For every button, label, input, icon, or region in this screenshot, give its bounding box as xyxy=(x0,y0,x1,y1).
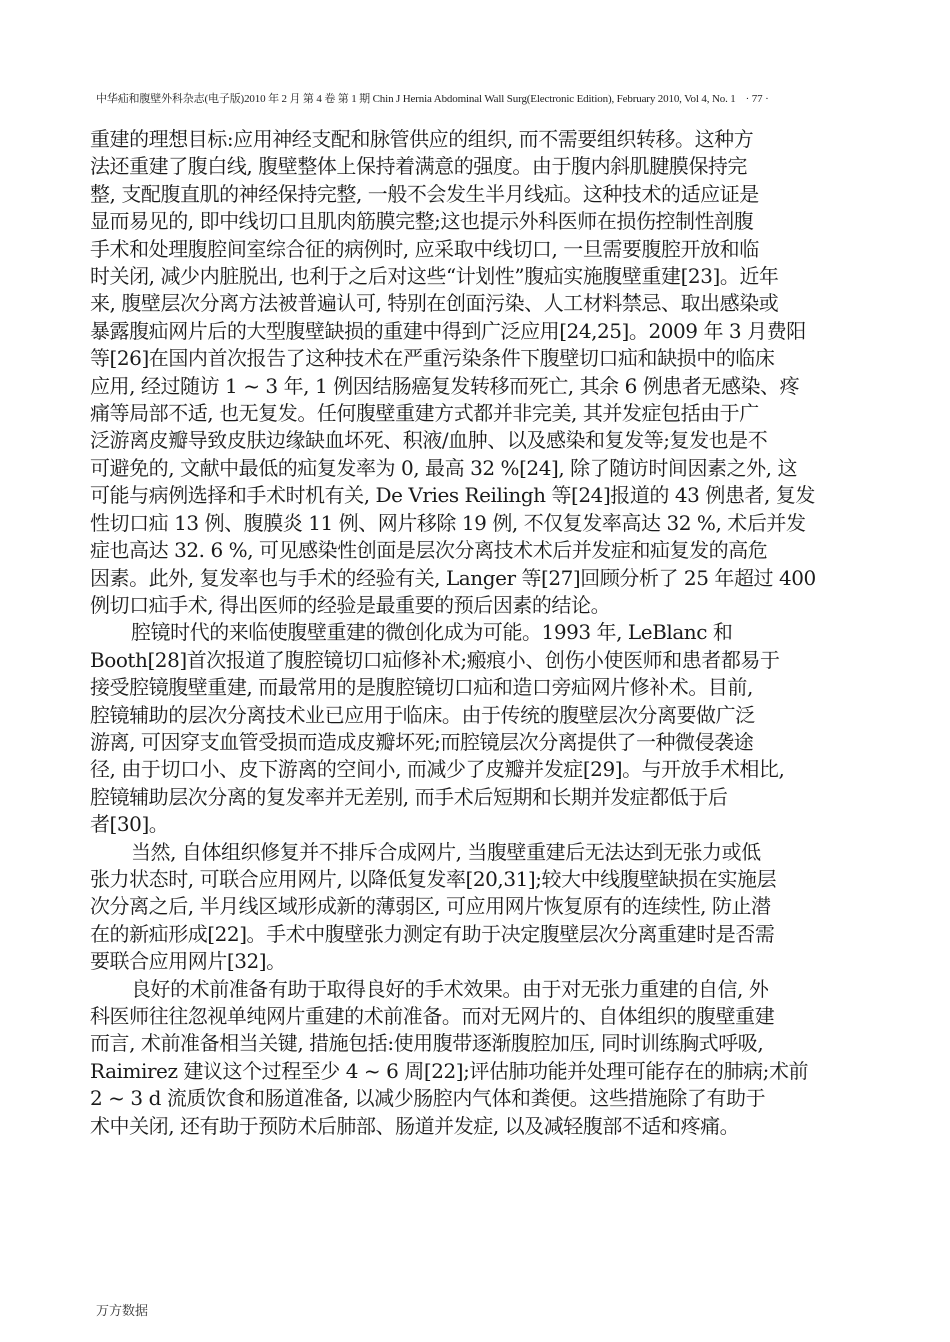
paragraph-2 xyxy=(90,619,858,838)
text-line: 可避免的, 文献中最低的疝复发率为 0, 最高 32 %[24], 除了随访时间因素之外, 这 xyxy=(90,455,798,480)
text-line: 手术和处理腹腔间室综合征的病例时, 应采取中线切口, 一旦需要腹腔开放和临 xyxy=(90,236,759,261)
text-line: 痛等局部不适, 也无复发。任何腹壁重建方式都并非完美, 其并发症包括由于广 xyxy=(90,401,759,426)
text-line: 症也高达 32. 6 %, 可见感染性创面是层次分离技术术后并发症和疝复发的高危 xyxy=(90,538,768,563)
text-line: 显而易见的, 即中线切口且肌肉筋膜完整;这也提示外科医师在损伤控制性剖腹 xyxy=(90,209,754,234)
text-line: 良好的术前准备有助于取得良好的手术效果。由于对无张力重建的自信, 外 xyxy=(131,976,769,1001)
page-number: · 77 · xyxy=(745,93,769,105)
paragraph-1 xyxy=(90,126,858,619)
text-line: 术中关闭, 还有助于预防术后肺部、肠道并发症, 以及减轻腹部不适和疼痛。 xyxy=(90,1113,740,1138)
text-line: 等[26]在国内首次报告了这种技术在严重污染条件下腹壁切口疝和缺损中的临床 xyxy=(90,346,775,371)
journal-citation: 中华疝和腹壁外科杂志(电子版)2010 年 2 月 第 4 卷 第 1 期 Chin J Hernia Abdominal Wall Surg(Electronic Edition), February 2010, Vol 4, No. 1 xyxy=(96,93,736,105)
text-line: 径, 由于切口小、皮下游离的空间小, 而减少了皮瓣并发症[29]。与开放手术相比, xyxy=(90,757,785,782)
text-line: 应用, 经过随访 1 ~ 3 年, 1 例因结肠癌复发转移而死亡, 其余 6 例患者无感染、疼 xyxy=(90,373,800,398)
text-line: 整, 支配腹直肌的神经保持完整, 一般不会发生半月线疝。这种技术的适应证是 xyxy=(90,181,759,206)
paragraph-4 xyxy=(90,976,858,1140)
text-line: 可能与病例选择和手术时机有关, De Vries Reilingh 等[24]报道的 43 例患者, 复发 xyxy=(90,483,815,508)
text-line: 来, 腹壁层次分离方法被普遍认可, 特别在创面污染、人工材料禁忌、取出感染或 xyxy=(90,291,779,316)
text-line: 游离, 可因穿支血管受损而造成皮瓣坏死;而腔镜层次分离提供了一种微侵袭途 xyxy=(90,729,754,754)
text-line: 次分离之后, 半月线区域形成新的薄弱区, 可应用网片恢复原有的连续性, 防止潜 xyxy=(90,894,771,919)
text-line: 而言, 术前准备相当关键, 措施包括:使用腹带逐渐腹腔加压, 同时训练胸式呼吸, xyxy=(90,1031,764,1056)
text-line: 2 ~ 3 d 流质饮食和肠道准备, 以减少肠腔内气体和粪便。这些措施除了有助于 xyxy=(90,1086,766,1111)
text-line: 科医师往往忽视单纯网片重建的术前准备。而对无网片的、自体组织的腹壁重建 xyxy=(90,1004,775,1028)
text-line: 接受腔镜腹壁重建, 而最常用的是腹腔镜切口疝和造口旁疝网片修补术。目前, xyxy=(90,675,753,700)
text-line: 腔镜辅助层次分离的复发率并无差别, 而手术后短期和长期并发症都低于后 xyxy=(90,784,728,809)
text-line: Booth[28]首次报道了腹腔镜切口疝修补术;瘢痕小、创伤小使医师和患者都易于 xyxy=(90,647,780,672)
text-line: 者[30]。 xyxy=(90,812,169,837)
text-line: 因素。此外, 复发率也与手术的经验有关, Langer 等[27]回顾分析了 25 年超过 400 xyxy=(90,565,816,590)
text-line: 性切口疝 13 例、腹膜炎 11 例、网片移除 19 例, 不仅复发率高达 32 %, 术后并发 xyxy=(90,510,806,535)
text-line: 在的新疝形成[22]。手术中腹壁张力测定有助于决定腹壁层次分离重建时是否需 xyxy=(90,921,775,946)
paragraph-3 xyxy=(90,839,858,976)
running-header xyxy=(96,90,856,106)
text-line: 时关闭, 减少内脏脱出, 也利于之后对这些“计划性”腹疝实施腹壁重建[23]。近年 xyxy=(90,264,779,289)
text-line: 例切口疝手术, 得出医师的经验是最重要的预后因素的结论。 xyxy=(90,592,611,617)
article-body xyxy=(90,126,858,1140)
watermark: 万方数据 xyxy=(96,1304,149,1319)
text-line: 重建的理想目标:应用神经支配和脉管供应的组织, 而不需要组织转移。这种方 xyxy=(90,127,754,151)
text-line: 腔镜辅助的层次分离技术业已应用于临床。由于传统的腹壁层次分离要做广泛 xyxy=(90,702,755,727)
text-line: 暴露腹疝网片后的大型腹壁缺损的重建中得到广泛应用[24,25]。2009 年 3 月费阳 xyxy=(90,318,806,343)
text-line: 张力状态时, 可联合应用网片, 以降低复发率[20,31];较大中线腹壁缺损在实施层 xyxy=(90,866,777,891)
text-line: 法还重建了腹白线, 腹壁整体上保持着满意的强度。由于腹内斜肌腱膜保持完 xyxy=(90,154,747,179)
text-line: 要联合应用网片[32]。 xyxy=(90,949,286,974)
text-line: 腔镜时代的来临使腹壁重建的微创化成为可能。1993 年, LeBlanc 和 xyxy=(131,620,733,645)
text-line: 当然, 自体组织修复并不排斥合成网片, 当腹壁重建后无法达到无张力或低 xyxy=(131,839,761,864)
text-line: 泛游离皮瓣导致皮肤边缘缺血坏死、积液/血肿、以及感染和复发等;复发也是不 xyxy=(90,428,768,453)
text-line: Raimirez 建议这个过程至少 4 ~ 6 周[22];评估肺功能并处理可能存在的肺病;术前 xyxy=(90,1058,809,1083)
